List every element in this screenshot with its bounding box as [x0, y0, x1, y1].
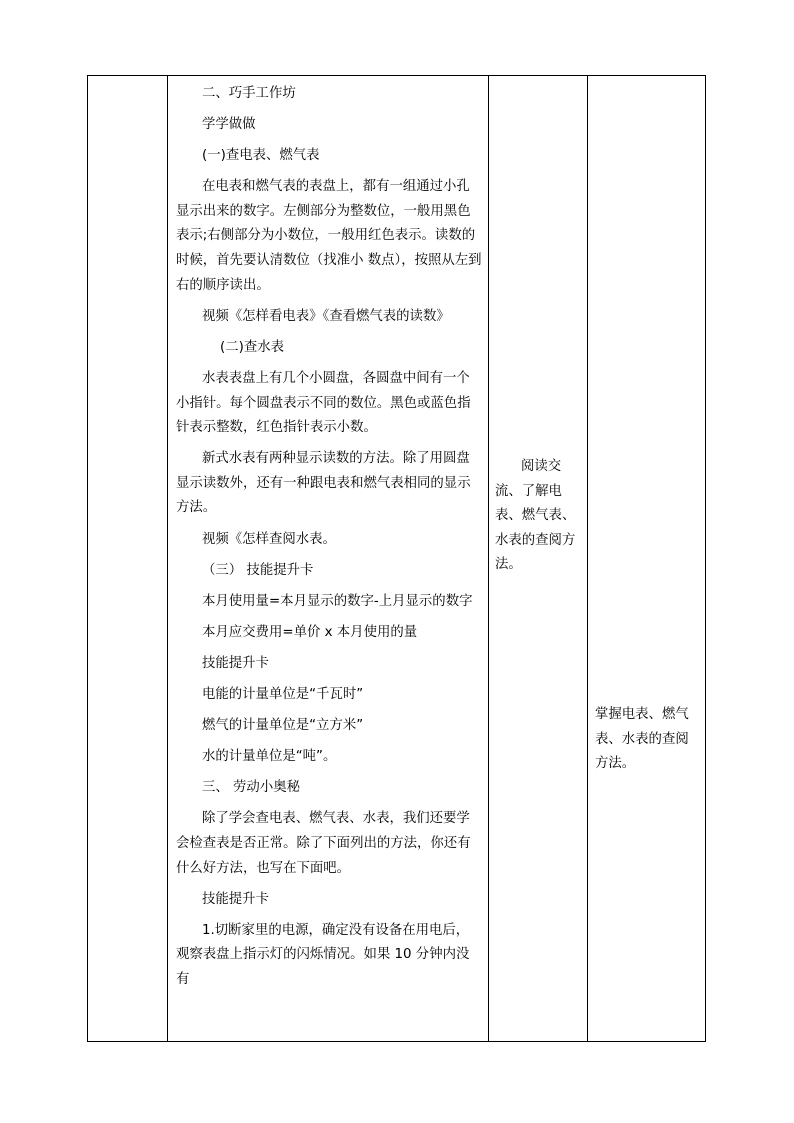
- video-reference-electric-gas: 视频《怎样看电表》《查看燃气表的读数》: [202, 308, 450, 324]
- unit-electricity: 电能的计量单位是“千瓦时”: [202, 686, 364, 702]
- section-heading-labor-secrets: 三、 劳动小奥秘: [202, 780, 300, 796]
- subheading-skill-card: （三） 技能提升卡: [202, 562, 314, 578]
- unit-water: 水的计量单位是“吨”。: [202, 749, 337, 765]
- teaching-content-column: [168, 76, 489, 1041]
- subheading-learn-do: 学学做做: [202, 117, 256, 133]
- paragraph-meter-reading: 在电表和燃气表的表盘上，都有一组通过小孔显示出来的数字。左侧部分为整数位，一般用黑色表示;右侧部分为小数位，一般用红色表示。读数的时候，首先要认清数位（找准小 数点），按照从左到右的顺序读出。: [176, 179, 482, 293]
- student-activity-column: [489, 76, 588, 1041]
- skill-card-label-2: 技能提升卡: [202, 891, 269, 907]
- section-heading-workshop: 二、巧手工作坊: [202, 86, 296, 101]
- formula-monthly-usage: 本月使用量=本月显示的数字-上月显示的数字: [202, 593, 473, 609]
- paragraph-check-meter: 除了学会查电表、燃气表、水表，我们还要学会检查表是否正常。除了下面列出的方法，你还有什么好方法，也写在下面吧。: [176, 811, 471, 876]
- skill-card-label: 技能提升卡: [202, 655, 269, 671]
- video-reference-water: 视频《怎样查阅水表。: [202, 531, 336, 547]
- unit-gas: 燃气的计量单位是“立方米”: [202, 718, 364, 734]
- stage-column: [88, 76, 168, 1041]
- subheading-electric-gas-meter: (一)查电表、燃气表: [202, 148, 320, 164]
- paragraph-new-water-meter: 新式水表有两种显示读数的方法。除了用圆盘显示读数外，还有一种跟电表和燃气表相同的显示方法。: [176, 451, 471, 516]
- paragraph-water-meter: 水表表盘上有几个小圆盘，各圆盘中间有一个小指针。每个圆盘表示不同的数位。黑色或蓝色指针表示整数，红色指针表示小数。: [176, 370, 471, 436]
- formula-monthly-fee: 本月应交费用=单价 x 本月使用的量: [202, 624, 418, 640]
- design-intent-text: 掌握电表、燃气表、水表的查阅方法。: [595, 707, 689, 772]
- lesson-table: [87, 75, 706, 1042]
- design-intent-column: [588, 76, 705, 1041]
- paragraph-step-1: 1.切断家里的电源，确定没有设备在用电后，观察表盘上指示灯的闪烁情况。如果 10 分钟内没有: [176, 922, 470, 987]
- student-activity-text: 阅读交流、了解电表、燃气表、水表的查阅方法。: [495, 459, 576, 573]
- subheading-water-meter: (二)查水表: [220, 339, 285, 355]
